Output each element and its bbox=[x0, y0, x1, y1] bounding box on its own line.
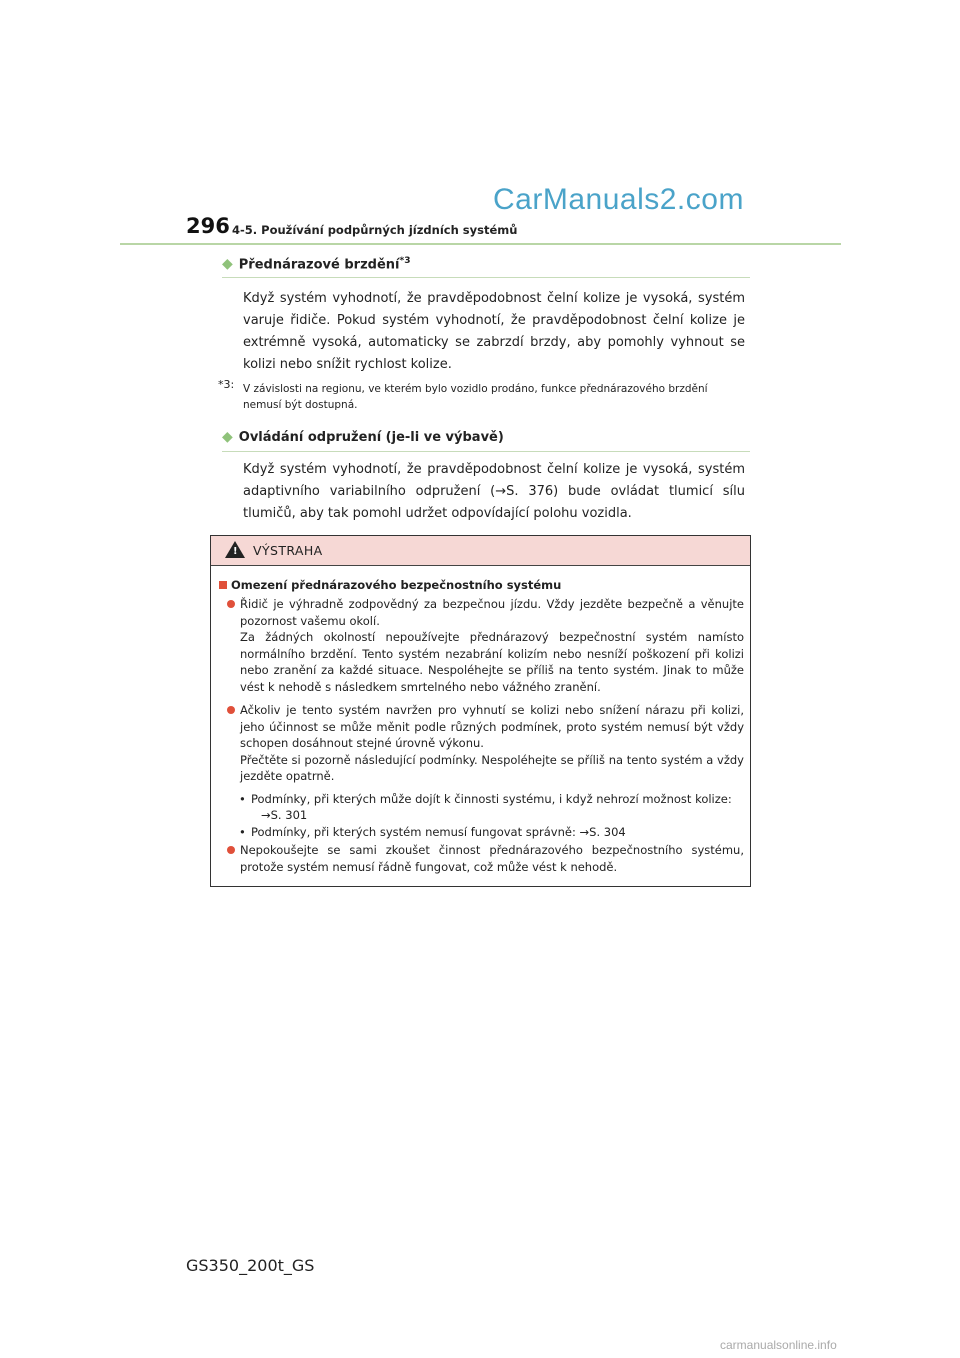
page-reference: →S. 301 bbox=[261, 808, 308, 822]
section-paragraph: Když systém vyhodnotí, že pravděpodobnost čelní kolize je vysoká, systém adaptivního variabilního odpružení (→S. 376) bude ovládat tlumicí sílu tlumičů, aby tak pomohl udržet odpovídající polohu vozidla. bbox=[243, 462, 745, 521]
diamond-icon: ◆ bbox=[222, 429, 233, 445]
warning-bullet bbox=[227, 596, 744, 695]
warning-sub-bullet bbox=[227, 791, 744, 824]
watermark-logo: CarManuals2.com bbox=[493, 183, 744, 216]
model-code: GS350_200t_GS bbox=[186, 1256, 315, 1275]
warning-header bbox=[211, 536, 750, 566]
warning-sub-bullet-text: Podmínky, při kterých může dojít k činnosti systému, i když nehrozí možnost kolize: bbox=[251, 791, 732, 806]
small-bullet-icon: • bbox=[239, 824, 246, 839]
warning-bullet-text: Přečtěte si pozorně následující podmínky. Nespoléhejte se příliš na tento systém a vždy jezděte opatrně. bbox=[240, 752, 744, 783]
section-rule bbox=[222, 451, 750, 452]
section-title-text: Přednárazové brzdění bbox=[238, 257, 400, 273]
warning-body bbox=[219, 578, 744, 875]
watermark-footer: carmanualsonline.info bbox=[720, 1338, 837, 1352]
section-paragraph: Když systém vyhodnotí, že pravděpodobnost čelní kolize je vysoká, systém varuje řidiče. Pokud systém vyhodnotí, že pravděpodobnost čelní kolize je extrémně vysoká, automaticky se zabrzdí brzdy, aby pomohly vyhnout se kolizi nebo snížit rychlost kolize. bbox=[243, 291, 745, 372]
small-bullet-icon: • bbox=[239, 791, 246, 806]
warning-sub-bullet-text: Podmínky, při kterých systém nemusí fungovat správně: →S. 304 bbox=[251, 824, 626, 839]
bullet-dot-icon bbox=[227, 600, 235, 608]
footnote-text: V závislosti na regionu, ve kterém bylo vozidlo prodáno, funkce přednárazového brzdění nemusí být dostupná. bbox=[243, 383, 708, 411]
warning-bullet-text: Nepokoušejte se sami zkoušet činnost přednárazového bezpečnostního systému, protože systém nemusí řádně fungovat, což může vést k nehodě. bbox=[240, 843, 744, 874]
warning-sub-bullet bbox=[227, 824, 744, 841]
warning-subtitle bbox=[219, 578, 744, 592]
diamond-icon: ◆ bbox=[222, 256, 233, 273]
bullet-dot-icon bbox=[227, 846, 235, 854]
section-title-pre-collision-braking bbox=[222, 256, 410, 272]
warning-label: VÝSTRAHA bbox=[253, 543, 323, 558]
section-title-suspension-control bbox=[222, 429, 504, 445]
bullet-dot-icon bbox=[227, 706, 235, 714]
warning-bullet bbox=[227, 702, 744, 785]
section-rule bbox=[222, 277, 750, 278]
exclamation-icon: ! bbox=[233, 546, 238, 557]
warning-bullet-text: Za žádných okolností nepoužívejte přednárazový bezpečnostní systém namísto normálního brzdění. Tento systém nezabrání kolizím nebo nesníží poškození při kolizi nebo zranění za každé situace. Nespoléhejte se příliš na tento systém. Jinak to může vést k nehodě s následkem smrtelného nebo vážného zranění. bbox=[240, 630, 744, 694]
square-bullet-icon bbox=[219, 581, 227, 589]
footnote-mark: *3: bbox=[218, 378, 235, 391]
chapter-title: 4-5. Používání podpůrných jízdních systémů bbox=[232, 223, 518, 237]
warning-bullet-text: Ačkoliv je tento systém navržen pro vyhnutí se kolizi nebo snížení nárazu při kolizi, jeho účinnost se může měnit podle různých podmínek, proto systém nemusí být vždy schopen dosáhnout stejné úrovně výkonu. bbox=[240, 703, 744, 750]
footnote-ref: *3 bbox=[399, 256, 411, 266]
warning-bullet bbox=[227, 842, 744, 875]
warning-bullet-text: Řidič je výhradně zodpovědný za bezpečnou jízdu. Vždy jezděte bezpečně a věnujte pozornost vašemu okolí. bbox=[240, 597, 744, 628]
warning-subtitle-text: Omezení přednárazového bezpečnostního systému bbox=[231, 578, 562, 592]
page-number: 296 bbox=[186, 214, 230, 238]
section-title-text: Ovládání odpružení (je-li ve výbavě) bbox=[238, 430, 504, 445]
warning-box bbox=[210, 535, 751, 887]
header-rule bbox=[120, 243, 841, 245]
